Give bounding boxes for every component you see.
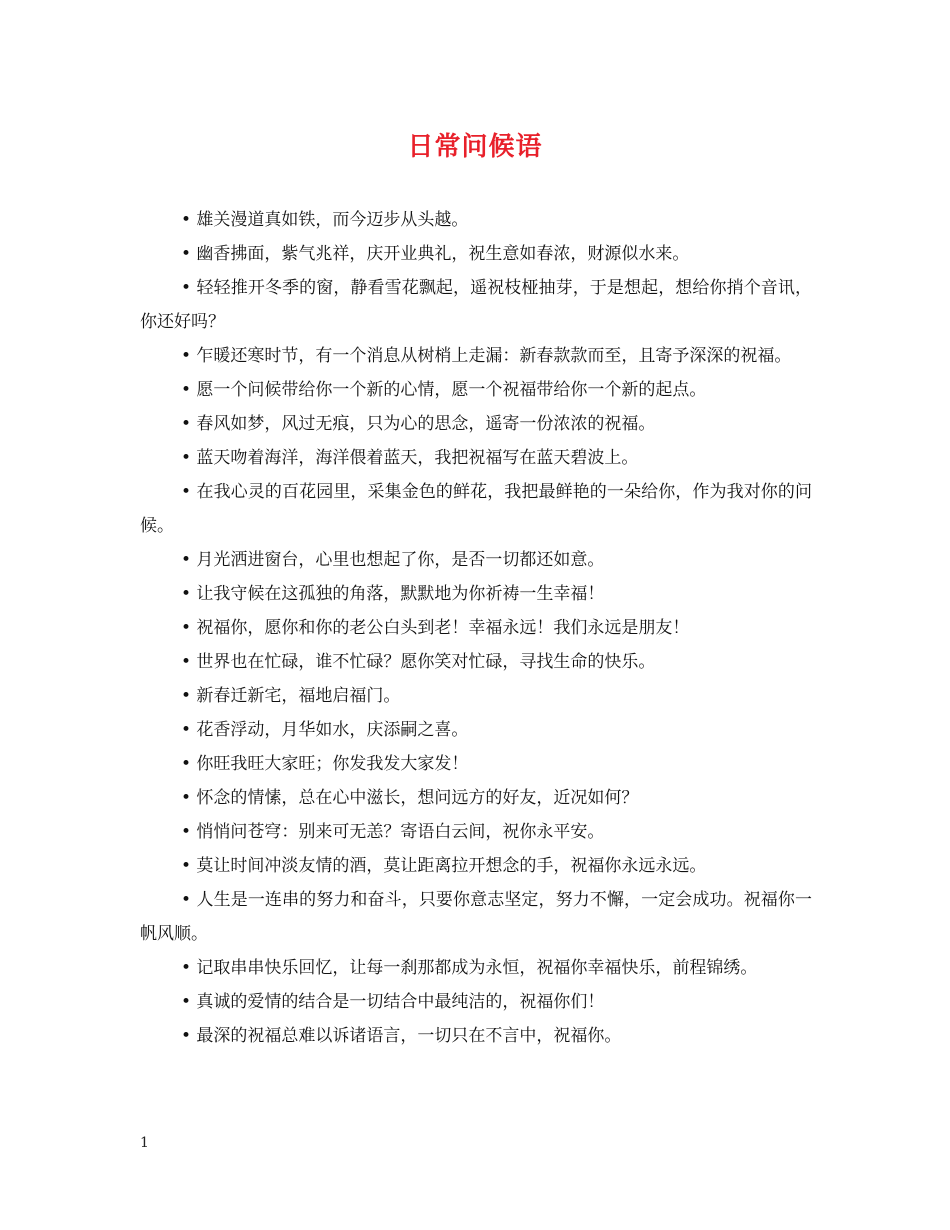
greeting-paragraph: • 怀念的情愫，总在心中滋长，想问远方的好友，近况如何？ — [181, 788, 639, 808]
page-number: 1 — [140, 1135, 149, 1151]
greeting-paragraph: • 最深的祝福总难以诉诸语言，一切只在不言中，祝福你。 — [181, 1026, 622, 1046]
greeting-paragraph: • 新春迁新宅，福地启福门。 — [181, 686, 401, 706]
greeting-paragraph: • 轻轻推开冬季的窗，静看雪花飘起，遥祝枝桠抽芽，于是想起，想给你捎个音讯，你还好吗？ — [140, 278, 812, 332]
greeting-paragraph: • 在我心灵的百花园里，采集金色的鲜花，我把最鲜艳的一朵给你，作为我对你的问候。 — [140, 482, 812, 536]
greeting-paragraph: • 愿一个问候带给你一个新的心情，愿一个祝福带给你一个新的起点。 — [181, 380, 707, 400]
greeting-paragraph: • 乍暖还寒时节，有一个消息从树梢上走漏：新春款款而至，且寄予深深的祝福。 — [181, 346, 792, 366]
greeting-paragraph: • 月光洒进窗台，心里也想起了你，是否一切都还如意。 — [181, 550, 605, 570]
greeting-paragraph: • 记取串串快乐回忆，让每一刹那都成为永恒，祝福你幸福快乐，前程锦绣。 — [181, 958, 758, 978]
greeting-paragraph: • 雄关漫道真如铁，而今迈步从头越。 — [181, 210, 469, 230]
greeting-paragraph: • 人生是一连串的努力和奋斗，只要你意志坚定，努力不懈，一定会成功。祝福你一帆风顺。 — [140, 890, 812, 944]
document-body — [140, 203, 812, 1053]
greeting-paragraph: • 祝福你，愿你和你的老公白头到老！幸福永远！我们永远是朋友！ — [181, 618, 690, 638]
greeting-paragraph: • 让我守候在这孤独的角落，默默地为你祈祷一生幸福！ — [181, 584, 605, 604]
greeting-paragraph: • 幽香拂面，紫气兆祥，庆开业典礼，祝生意如春浓，财源似水来。 — [181, 244, 690, 264]
greeting-paragraph: • 莫让时间冲淡友情的酒，莫让距离拉开想念的手，祝福你永远永远。 — [181, 856, 707, 876]
greeting-paragraph: • 悄悄问苍穹：别来可无恙？寄语白云间，祝你永平安。 — [181, 822, 605, 842]
greeting-paragraph: • 春风如梦，风过无痕，只为心的思念，遥寄一份浓浓的祝福。 — [181, 414, 656, 434]
greeting-paragraph: • 世界也在忙碌，谁不忙碌？愿你笑对忙碌，寻找生命的快乐。 — [181, 652, 656, 672]
greeting-paragraph: • 花香浮动，月华如水，庆添嗣之喜。 — [181, 720, 469, 740]
greeting-paragraph: • 真诚的爱情的结合是一切结合中最纯洁的，祝福你们！ — [181, 992, 605, 1012]
greeting-paragraph: • 你旺我旺大家旺；你发我发大家发！ — [181, 754, 469, 774]
greeting-paragraph: • 蓝天吻着海洋，海洋偎着蓝天，我把祝福写在蓝天碧波上。 — [181, 448, 639, 468]
page-title: 日常问候语 — [407, 132, 543, 162]
